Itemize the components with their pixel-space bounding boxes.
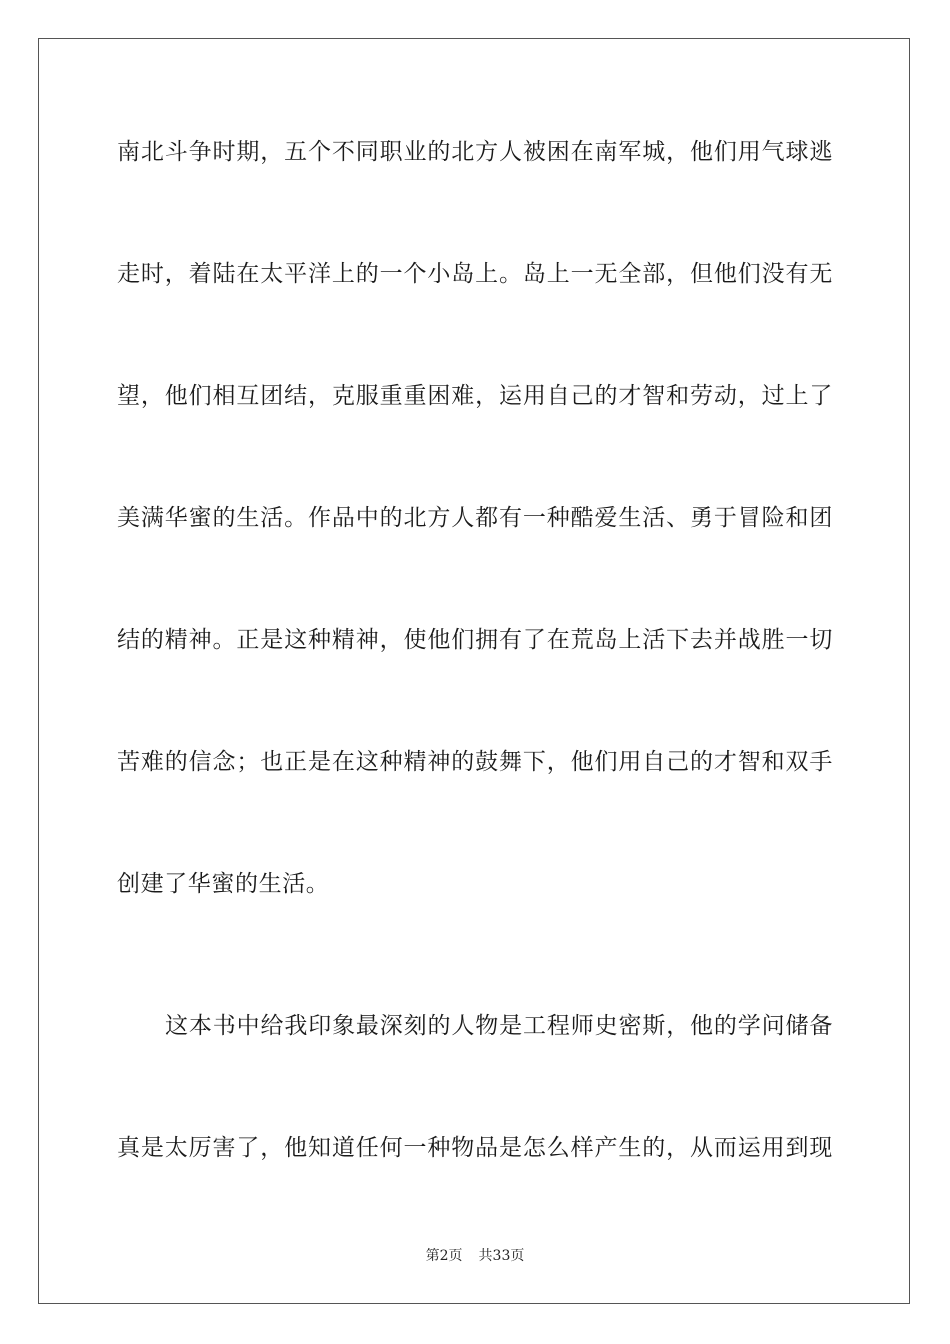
paragraph-line: 结的精神。正是这种精神，使他们拥有了在荒岛上活下去并战胜一切 xyxy=(117,627,833,653)
paragraph-line: 创建了华蜜的生活。 xyxy=(117,871,330,897)
page-total: 共33页 xyxy=(478,1248,525,1264)
paragraph-line: 苦难的信念；也正是在这种精神的鼓舞下，他们用自己的才智和双手 xyxy=(117,749,833,775)
page-footer xyxy=(0,1247,950,1265)
paragraph-line: 美满华蜜的生活。作品中的北方人都有一种酷爱生活、勇于冒险和团 xyxy=(117,505,833,531)
paragraph-line: 南北斗争时期，五个不同职业的北方人被困在南军城，他们用气球逃 xyxy=(117,139,833,165)
paragraph-line: 走时，着陆在太平洋上的一个小岛上。岛上一无全部，但他们没有无 xyxy=(117,261,833,287)
paragraph-line: 真是太厉害了，他知道任何一种物品是怎么样产生的，从而运用到现 xyxy=(117,1135,833,1161)
paragraph-line: 这本书中给我印象最深刻的人物是工程师史密斯，他的学问储备 xyxy=(165,1013,833,1039)
paragraph-line: 望，他们相互团结，克服重重困难，运用自己的才智和劳动，过上了 xyxy=(117,383,833,409)
page-border xyxy=(38,38,910,1304)
page-number: 第2页 xyxy=(425,1248,463,1264)
